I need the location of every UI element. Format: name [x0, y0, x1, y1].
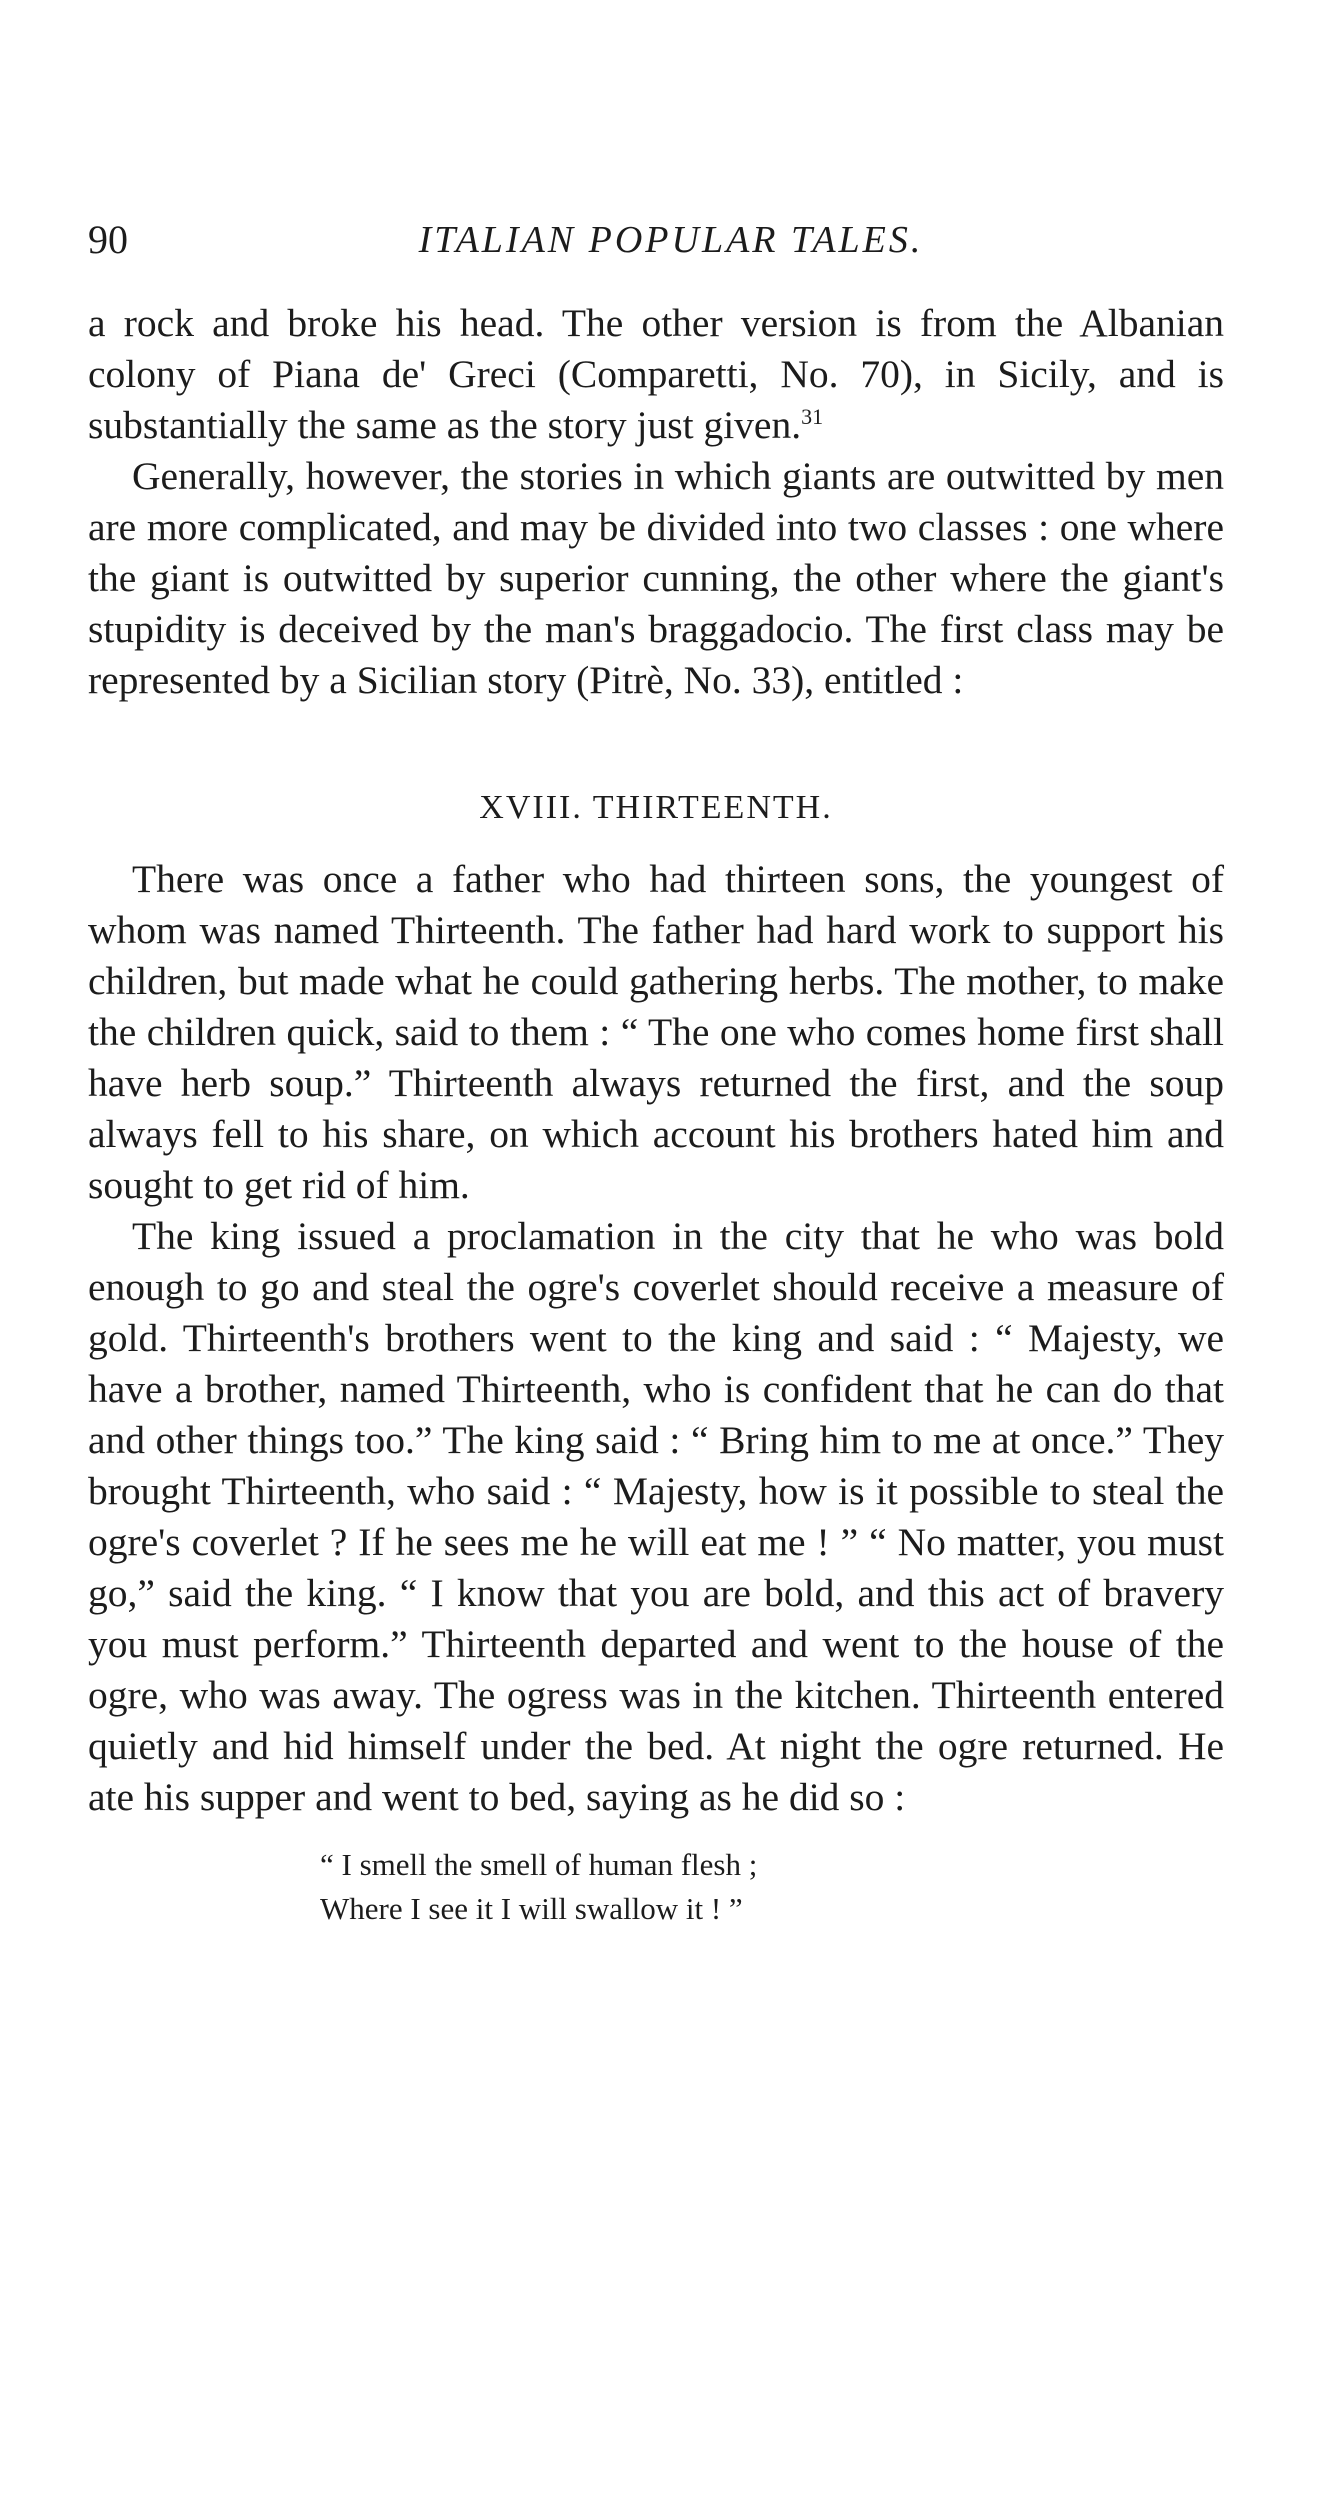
verse-line: Where I see it I will swallow it ! ”	[320, 1891, 743, 1926]
verse-line: “ I smell the smell of human flesh ;	[320, 1847, 758, 1882]
paragraph-continuation	[88, 298, 1224, 451]
footnote-reference: 31	[801, 403, 824, 429]
paragraph-giant-stories: Generally, however, the stories in which giants are outwitted by men are more complicated, and may be divided into two classes : one where the giant is outwitted by superior cunning, the other where the giant's stupidity is deceived by the man's braggadocio. The first class may be represented by a Sicilian story (Pitrè, No. 33), entitled :	[88, 454, 1224, 702]
section-heading: XVIII. THIRTEENTH.	[479, 789, 833, 826]
verse-quote	[88, 1843, 1224, 1931]
paragraph-text: a rock and broke his head. The other version is from the Albanian colony of Piana de' Greci (Comparetti, No. 70), in Sicily, and is substantially the same as the story just given.	[88, 301, 1224, 447]
paragraph-story-opening: There was once a father who had thirteen sons, the youngest of whom was named Thirteenth. The father had hard work to support his children, but made what he could gathering herbs. The mother, to make the children quick, said to them : “ The one who comes home first shall have herb soup.” Thirteenth always returned the first, and the soup always fell to his share, on which account his brothers hated him and sought to get rid of him.	[88, 857, 1224, 1207]
running-head	[88, 210, 1224, 270]
page-number: 90	[88, 217, 128, 262]
running-title: ITALIAN POPULAR TALES.	[418, 219, 924, 261]
book-page	[88, 210, 1224, 1931]
paragraph-king-proclamation: The king issued a proclamation in the city that he who was bold enough to go and steal the ogre's coverlet should receive a measure of gold. Thirteenth's brothers went to the king and said : “ Majesty, we have a brother, named Thirteenth, who is confident that he can do that and other things too.” The king said : “ Bring him to me at once.” They brought Thirteenth, who said : “ Majesty, how is it possible to steal the ogre's coverlet ? If he sees me he will eat me ! ” “ No matter, you must go,” said the king. “ I know that you are bold, and this act of bravery you must perform.” Thirteenth departed and went to the house of the ogre, who was away. The ogress was in the kitchen. Thirteenth entered quietly and hid himself under the bed. At night the ogre returned. He ate his supper and went to bed, saying as he did so :	[88, 1214, 1224, 1819]
